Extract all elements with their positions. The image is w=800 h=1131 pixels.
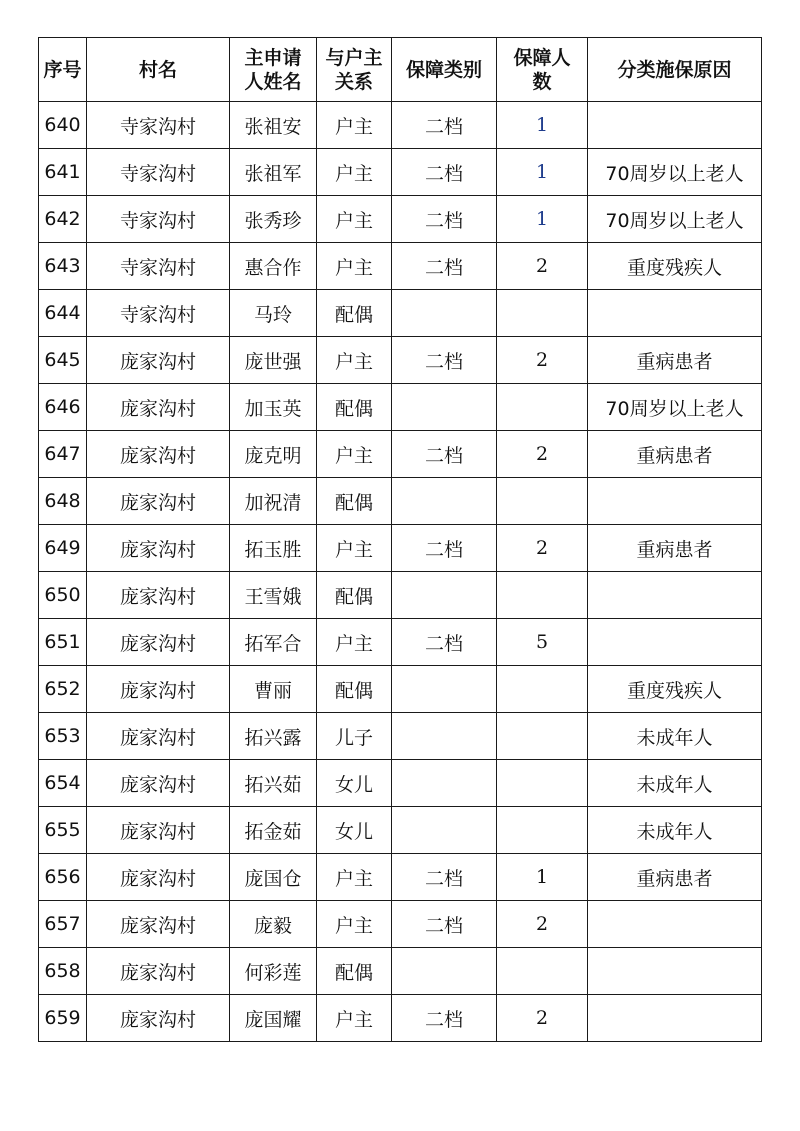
cell-count	[497, 478, 588, 525]
cell-seq: 652	[39, 666, 87, 713]
cell-relation: 配偶	[317, 290, 392, 337]
cell-seq: 648	[39, 478, 87, 525]
cell-count: 2	[497, 995, 588, 1042]
cell-applicant-name: 拓金茹	[230, 807, 317, 854]
cell-count: 2	[497, 525, 588, 572]
cell-reason: 重度残疾人	[588, 243, 762, 290]
cell-applicant-name: 何彩莲	[230, 948, 317, 995]
cell-village: 寺家沟村	[87, 243, 230, 290]
cell-village: 庞家沟村	[87, 901, 230, 948]
cell-village: 庞家沟村	[87, 619, 230, 666]
cell-reason: 70周岁以上老人	[588, 149, 762, 196]
cell-applicant-name: 张秀珍	[230, 196, 317, 243]
cell-seq: 640	[39, 102, 87, 149]
cell-relation: 户主	[317, 901, 392, 948]
cell-village: 庞家沟村	[87, 760, 230, 807]
cell-category	[392, 666, 497, 713]
cell-category: 二档	[392, 102, 497, 149]
cell-village: 庞家沟村	[87, 854, 230, 901]
cell-category: 二档	[392, 431, 497, 478]
cell-village: 寺家沟村	[87, 196, 230, 243]
cell-applicant-name: 庞国耀	[230, 995, 317, 1042]
header-row	[39, 38, 762, 102]
cell-category: 二档	[392, 854, 497, 901]
cell-reason	[588, 948, 762, 995]
cell-count: 5	[497, 619, 588, 666]
cell-category	[392, 384, 497, 431]
cell-relation: 女儿	[317, 807, 392, 854]
cell-reason: 重病患者	[588, 337, 762, 384]
cell-relation: 配偶	[317, 666, 392, 713]
cell-category: 二档	[392, 243, 497, 290]
cell-category	[392, 478, 497, 525]
cell-relation: 儿子	[317, 713, 392, 760]
table-header	[39, 38, 762, 102]
cell-reason	[588, 619, 762, 666]
cell-category	[392, 760, 497, 807]
cell-applicant-name: 张祖安	[230, 102, 317, 149]
cell-village: 庞家沟村	[87, 431, 230, 478]
cell-relation: 户主	[317, 243, 392, 290]
cell-seq: 646	[39, 384, 87, 431]
table-row	[39, 384, 762, 431]
cell-relation: 户主	[317, 619, 392, 666]
cell-reason: 70周岁以上老人	[588, 384, 762, 431]
cell-category	[392, 807, 497, 854]
table-row	[39, 196, 762, 243]
table-row	[39, 666, 762, 713]
cell-seq: 649	[39, 525, 87, 572]
cell-count	[497, 666, 588, 713]
cell-applicant-name: 庞克明	[230, 431, 317, 478]
cell-category: 二档	[392, 337, 497, 384]
cell-count: 2	[497, 337, 588, 384]
cell-relation: 配偶	[317, 948, 392, 995]
header-seq: 序号	[39, 38, 87, 102]
cell-relation: 配偶	[317, 572, 392, 619]
cell-applicant-name: 曹丽	[230, 666, 317, 713]
cell-seq: 650	[39, 572, 87, 619]
cell-seq: 654	[39, 760, 87, 807]
cell-count	[497, 760, 588, 807]
cell-applicant-name: 加祝清	[230, 478, 317, 525]
cell-seq: 644	[39, 290, 87, 337]
cell-village: 庞家沟村	[87, 384, 230, 431]
header-applicant-label: 主申请人姓名	[244, 46, 302, 93]
cell-count	[497, 290, 588, 337]
table-row	[39, 948, 762, 995]
cell-applicant-name: 拓军合	[230, 619, 317, 666]
cell-reason: 未成年人	[588, 713, 762, 760]
cell-applicant-name: 庞世强	[230, 337, 317, 384]
cell-relation: 女儿	[317, 760, 392, 807]
table-row	[39, 337, 762, 384]
table-row	[39, 854, 762, 901]
cell-reason	[588, 290, 762, 337]
cell-seq: 643	[39, 243, 87, 290]
cell-seq: 647	[39, 431, 87, 478]
cell-village: 庞家沟村	[87, 948, 230, 995]
cell-seq: 657	[39, 901, 87, 948]
cell-count: 1	[497, 149, 588, 196]
table-row	[39, 572, 762, 619]
header-village: 村名	[87, 38, 230, 102]
cell-applicant-name: 庞国仓	[230, 854, 317, 901]
cell-village: 庞家沟村	[87, 337, 230, 384]
cell-relation: 配偶	[317, 384, 392, 431]
cell-seq: 642	[39, 196, 87, 243]
cell-reason: 未成年人	[588, 760, 762, 807]
table-row	[39, 995, 762, 1042]
cell-count: 2	[497, 243, 588, 290]
table-body	[39, 102, 762, 1042]
cell-reason	[588, 995, 762, 1042]
cell-count	[497, 384, 588, 431]
cell-relation: 户主	[317, 431, 392, 478]
cell-category	[392, 290, 497, 337]
header-count-label: 保障人数	[513, 46, 571, 93]
cell-village: 庞家沟村	[87, 525, 230, 572]
cell-count: 1	[497, 102, 588, 149]
cell-category: 二档	[392, 619, 497, 666]
cell-reason: 重病患者	[588, 431, 762, 478]
table-row	[39, 901, 762, 948]
cell-applicant-name: 王雪娥	[230, 572, 317, 619]
table-row	[39, 102, 762, 149]
cell-village: 庞家沟村	[87, 713, 230, 760]
cell-reason: 重病患者	[588, 525, 762, 572]
table-row	[39, 713, 762, 760]
cell-village: 寺家沟村	[87, 290, 230, 337]
cell-village: 庞家沟村	[87, 666, 230, 713]
cell-applicant-name: 张祖军	[230, 149, 317, 196]
table-row	[39, 243, 762, 290]
table-row	[39, 431, 762, 478]
cell-count	[497, 948, 588, 995]
cell-seq: 656	[39, 854, 87, 901]
cell-reason: 重病患者	[588, 854, 762, 901]
cell-relation: 户主	[317, 149, 392, 196]
cell-reason	[588, 901, 762, 948]
cell-village: 寺家沟村	[87, 149, 230, 196]
header-applicant	[230, 38, 317, 102]
cell-count: 1	[497, 854, 588, 901]
cell-category: 二档	[392, 995, 497, 1042]
cell-category: 二档	[392, 525, 497, 572]
header-relation-label: 与户主关系	[325, 46, 383, 93]
cell-relation: 户主	[317, 196, 392, 243]
cell-seq: 651	[39, 619, 87, 666]
cell-relation: 户主	[317, 995, 392, 1042]
cell-relation: 户主	[317, 854, 392, 901]
cell-applicant-name: 拓兴茹	[230, 760, 317, 807]
cell-village: 庞家沟村	[87, 478, 230, 525]
cell-count: 2	[497, 901, 588, 948]
table-row	[39, 619, 762, 666]
cell-category	[392, 948, 497, 995]
cell-seq: 655	[39, 807, 87, 854]
cell-applicant-name: 拓玉胜	[230, 525, 317, 572]
cell-reason: 未成年人	[588, 807, 762, 854]
cell-seq: 653	[39, 713, 87, 760]
assistance-roster-table	[38, 37, 762, 1042]
cell-category: 二档	[392, 901, 497, 948]
cell-village: 寺家沟村	[87, 102, 230, 149]
cell-count	[497, 713, 588, 760]
cell-relation: 户主	[317, 102, 392, 149]
table-row	[39, 478, 762, 525]
cell-village: 庞家沟村	[87, 807, 230, 854]
cell-reason	[588, 572, 762, 619]
cell-applicant-name: 加玉英	[230, 384, 317, 431]
cell-relation: 配偶	[317, 478, 392, 525]
table-row	[39, 525, 762, 572]
cell-relation: 户主	[317, 337, 392, 384]
cell-applicant-name: 庞毅	[230, 901, 317, 948]
cell-applicant-name: 马玲	[230, 290, 317, 337]
table-row	[39, 149, 762, 196]
cell-relation: 户主	[317, 525, 392, 572]
cell-count: 1	[497, 196, 588, 243]
cell-reason	[588, 478, 762, 525]
table-row	[39, 807, 762, 854]
header-category: 保障类别	[392, 38, 497, 102]
cell-reason	[588, 102, 762, 149]
table-row	[39, 290, 762, 337]
header-relation	[317, 38, 392, 102]
cell-seq: 658	[39, 948, 87, 995]
cell-category: 二档	[392, 149, 497, 196]
cell-category	[392, 572, 497, 619]
cell-seq: 641	[39, 149, 87, 196]
table-row	[39, 760, 762, 807]
cell-village: 庞家沟村	[87, 572, 230, 619]
cell-applicant-name: 拓兴露	[230, 713, 317, 760]
cell-count	[497, 807, 588, 854]
cell-category	[392, 713, 497, 760]
header-count	[497, 38, 588, 102]
cell-applicant-name: 惠合作	[230, 243, 317, 290]
cell-count: 2	[497, 431, 588, 478]
cell-reason: 重度残疾人	[588, 666, 762, 713]
cell-seq: 645	[39, 337, 87, 384]
cell-category: 二档	[392, 196, 497, 243]
cell-reason: 70周岁以上老人	[588, 196, 762, 243]
cell-count	[497, 572, 588, 619]
cell-village: 庞家沟村	[87, 995, 230, 1042]
header-reason: 分类施保原因	[588, 38, 762, 102]
cell-seq: 659	[39, 995, 87, 1042]
